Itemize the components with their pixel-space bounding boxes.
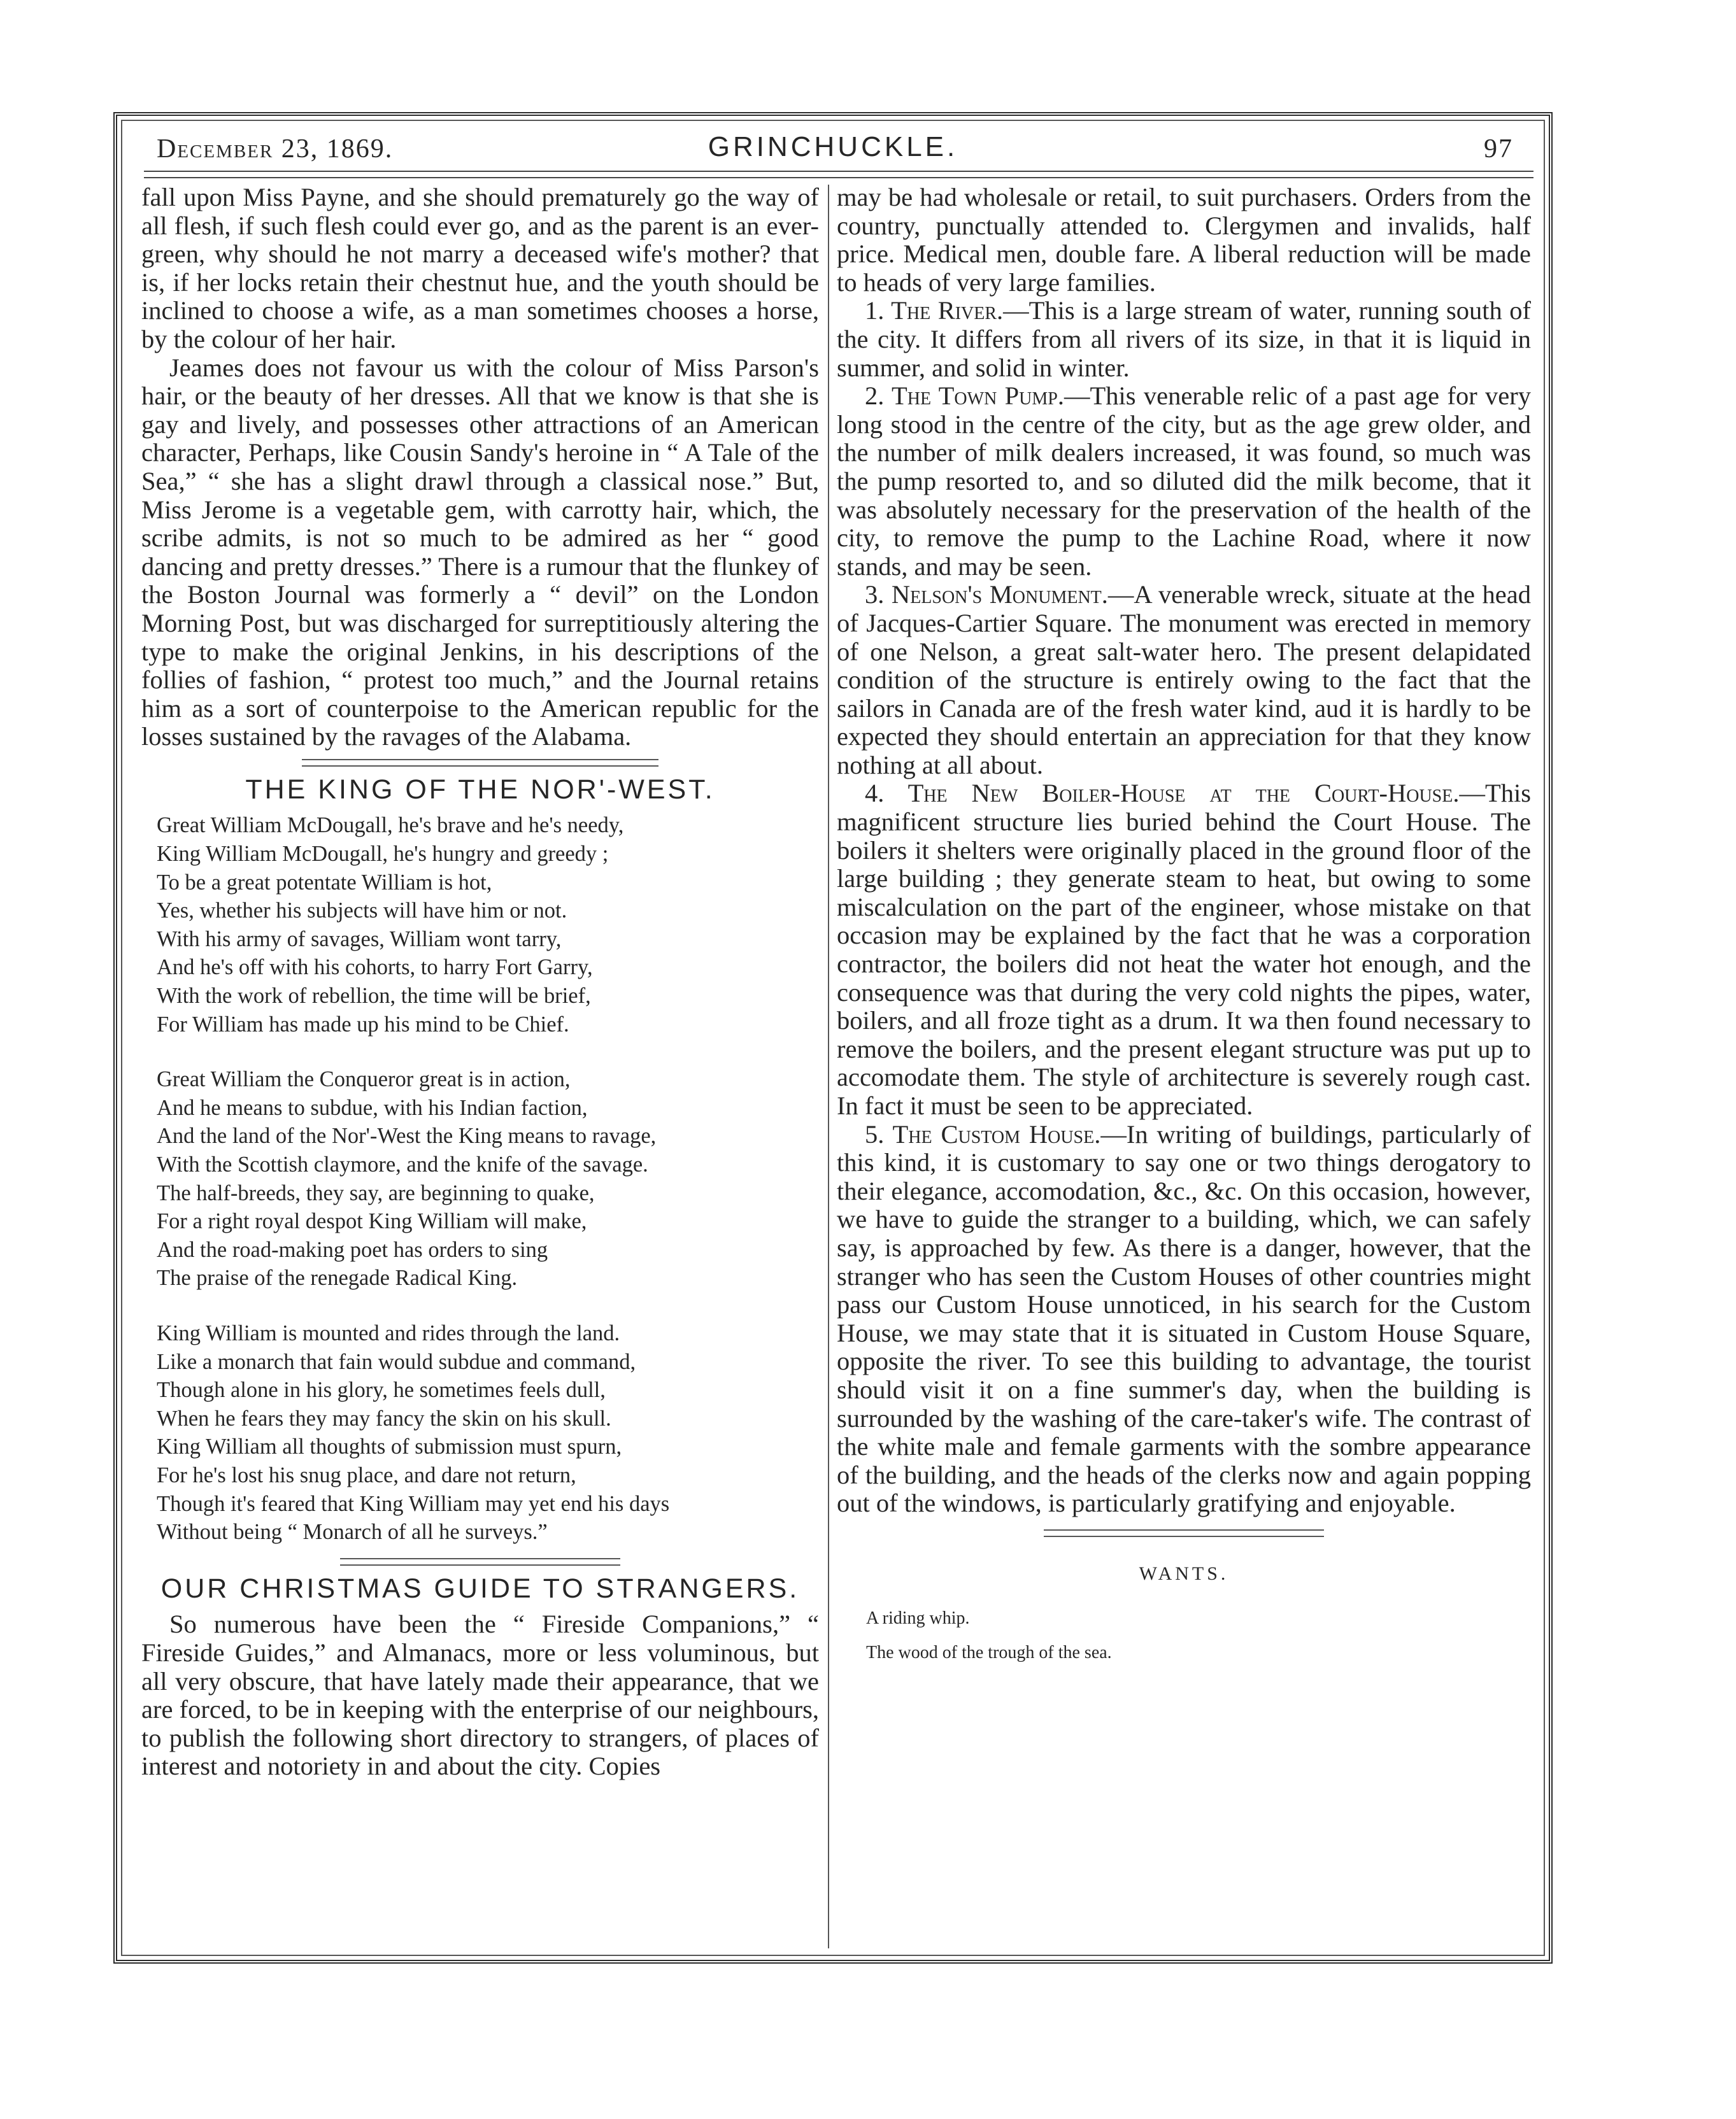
entry-heading: 5. The Custom House. [865, 1119, 1101, 1149]
entry-text: —A venerable wreck, situate at the head of Jacques-Cartier Square. The monument was erected in memory of one Nelson, a great salt-water hero. The present delapidated condition of the structure is entirely owing to the fact that the sailors in Canada are of the fresh water kind, aud it is hardly to be expected they should entertain an appreciation for that they know nothing at all about. [837, 580, 1531, 779]
poem-stanza [157, 811, 819, 1038]
poem-stanza [157, 1065, 819, 1293]
poem-line: Yes, whether his subjects will have him or not. [157, 898, 567, 923]
guide-entry [837, 581, 1531, 779]
poem-line: For a right royal despot King William will make, [157, 1209, 587, 1234]
entry-heading: 3. Nelson's Monument. [865, 580, 1108, 609]
issue-date: December 23, 1869. [157, 134, 394, 164]
poem [157, 811, 819, 1546]
masthead-title: GRINCHUCKLE. [708, 131, 958, 162]
wants-title: WANTS. [1139, 1563, 1229, 1584]
article-paragraph: may be had wholesale or retail, to suit purchasers. Orders from the country, punctually attended to. Clergymen and invalids, half price. Medical men, double fare. A liberal reduction will be made to heads of very large families. [837, 183, 1531, 297]
poem-line: King William all thoughts of submission must spurn, [157, 1435, 622, 1459]
guide-entry [837, 779, 1531, 1120]
entry-text: —In writing of buildings, particularly of this kind, it is customary to say one or two things derogatory to their elegance, accomodation, &c., &c. On this occasion, however, we have to guide the stranger to a building, which, we can safely say, is approached by few. As there is a danger, however, that the stranger who has seen the Custom Houses of other countries might pass our Custom House unnoticed, in his search for the Custom House, we may state that it is situated in Custom House Square, opposite the river. To see this building to advantage, the tourist should visit it on a fine summer's day, when the building is surrounded by the washing of the care-taker's wife. The contrast of the white male and female garments with the sombre appearance of the building, and the heads of the clerks now and again popping out of the windows, is particularly gratifying and enjoyable. [837, 1119, 1531, 1518]
poem-line: Though alone in his glory, he sometimes feels dull, [157, 1378, 606, 1403]
poem-line: For William has made up his mind to be Chief. [157, 1012, 569, 1037]
entry-text: —This venerable relic of a past age for very long stood in the centre of the city, but as the age grew older, and the number of milk dealers increased, it was found, so much was the pump resorted to, and so diluted did the milk become, that it was absolutely necessary for the preservation of the health of the city, to remove the pump to the Lachine Road, where it now stands, and may be seen. [837, 381, 1531, 581]
poem-line: King William McDougall, he's hungry and greedy ; [157, 842, 609, 867]
poem-line: Without being “ Monarch of all he surveys.” [157, 1520, 548, 1545]
guide-entry [837, 297, 1531, 382]
guide-entry [837, 1121, 1531, 1518]
entry-text: —This magnificent structure lies buried behind the Court House. The boilers it shelters were originally placed in the ground floor of the large building ; they generate steam to heat, but owing to some miscalculation on the part of the engineer, whose mistake on that occasion may be explained by the fact that he was a corporation contractor, the boilers did not heat the water hot enough, and the consequence was that during the very cold nights the pipes, water, boilers, and all froze tight as a drum. It wa then found necessary to remove the boilers, and the present elegant structure was put up to accomodate them. The style of architecture is severely rough cast. In fact it must be seen to be appreciated. [837, 779, 1531, 1120]
section-separator [1044, 1529, 1324, 1537]
poem-line: Like a monarch that fain would subdue and command, [157, 1349, 636, 1374]
page-header [134, 125, 1532, 176]
entry-heading: 4. The New Boiler-House at the Court-House. [865, 779, 1460, 808]
poem-line: And the road-making poet has orders to sing [157, 1237, 548, 1262]
poem-line: With the Scottish claymore, and the knife of the savage. [157, 1152, 648, 1177]
poem-line: Though it's feared that King William may yet end his days [157, 1491, 670, 1516]
poem-line: Great William the Conqueror great is in action, [157, 1067, 571, 1092]
article-paragraph: fall upon Miss Payne, and she should prematurely go the way of all flesh, if such flesh could ever go, and as the parent is an ever-green, why should he not marry a deceased wife's mother? that is, if her locks retain their chestnut hue, and the youth should be inclined to choose a wife, as a man sometimes chooses a horse, by the colour of her hair. [141, 183, 819, 353]
section-separator [302, 759, 658, 767]
header-rule [144, 171, 1533, 178]
poem-line: With his army of savages, William wont tarry, [157, 926, 562, 951]
article-paragraph: Jeames does not favour us with the colour of Miss Parson's hair, or the beauty of her dresses. All that we know is that she is gay and lively, and possesses other attractions of an American character, Perhaps, like Cousin Sandy's heroine in “ A Tale of the Sea,” “ she has a slight drawl through a classical nose.” But, Miss Jerome is a vegetable gem, with carrotty hair, which, the scribe admits, is not so much to be admired as her “ good dancing and pretty dresses.” There is a rumour that the flunkey of the Boston Journal was formerly a “ devil” on the London Morning Post, but was discharged for surreptitiously altering the type to make the original Jenkins, in his descriptions of the follies of fashion, “ protest too much,” and the Journal retains him as a sort of counterpoise to the American republic for the losses sustained by the ravages of the Alabama. [141, 353, 819, 751]
guide-title: OUR CHRISTMAS GUIDE TO STRANGERS. [160, 1573, 800, 1604]
article-paragraph: So numerous have been the “ Fireside Companions,” “ Fireside Guides,” and Almanacs, more or less voluminous, but all very obscure, that have lately made their appearance, that we are forced, to be in keeping with the enterprise of our neighbours, to publish the following short directory to strangers, of places of interest and notoriety in and about the city. Copies [141, 1610, 819, 1781]
right-column [837, 183, 1531, 1670]
poem-stanza [157, 1319, 819, 1547]
left-column [141, 183, 819, 1781]
poem-line: The half-breeds, they say, are beginning to quake, [157, 1180, 595, 1205]
poem-line: When he fears they may fancy the skin on his skull. [157, 1406, 611, 1431]
poem-line: Great William McDougall, he's brave and he's needy, [157, 813, 624, 838]
poem-line: For he's lost his snug place, and dare not return, [157, 1463, 576, 1487]
poem-line: And the land of the Nor'-West the King means to ravage, [157, 1124, 657, 1149]
entry-heading: 1. The River. [865, 296, 1004, 325]
entry-heading: 2. The Town Pump. [865, 381, 1064, 411]
poem-line: The praise of the renegade Radical King. [157, 1266, 518, 1291]
section-separator [340, 1558, 620, 1566]
poem-line: King William is mounted and rides through the land. [157, 1321, 620, 1345]
guide-entry [837, 382, 1531, 581]
column-divider [828, 185, 829, 1948]
poem-line: And he means to subdue, with his Indian faction, [157, 1095, 588, 1120]
poem-line: To be a great potentate William is hot, [157, 870, 492, 895]
poem-line: And he's off with his cohorts, to harry Fort Garry, [157, 955, 593, 980]
poem-line: With the work of rebellion, the time will be brief, [157, 984, 591, 1009]
wants-item: The wood of the trough of the sea. [866, 1642, 1112, 1662]
entry-text: —This is a large stream of water, running south of the city. It differs from all rivers of its size, in that it is liquid in summer, and solid in winter. [837, 296, 1531, 382]
page-number: 97 [1484, 134, 1513, 164]
wants-item: A riding whip. [866, 1608, 970, 1628]
poem-title: THE KING OF THE NOR'-WEST. [245, 774, 715, 805]
